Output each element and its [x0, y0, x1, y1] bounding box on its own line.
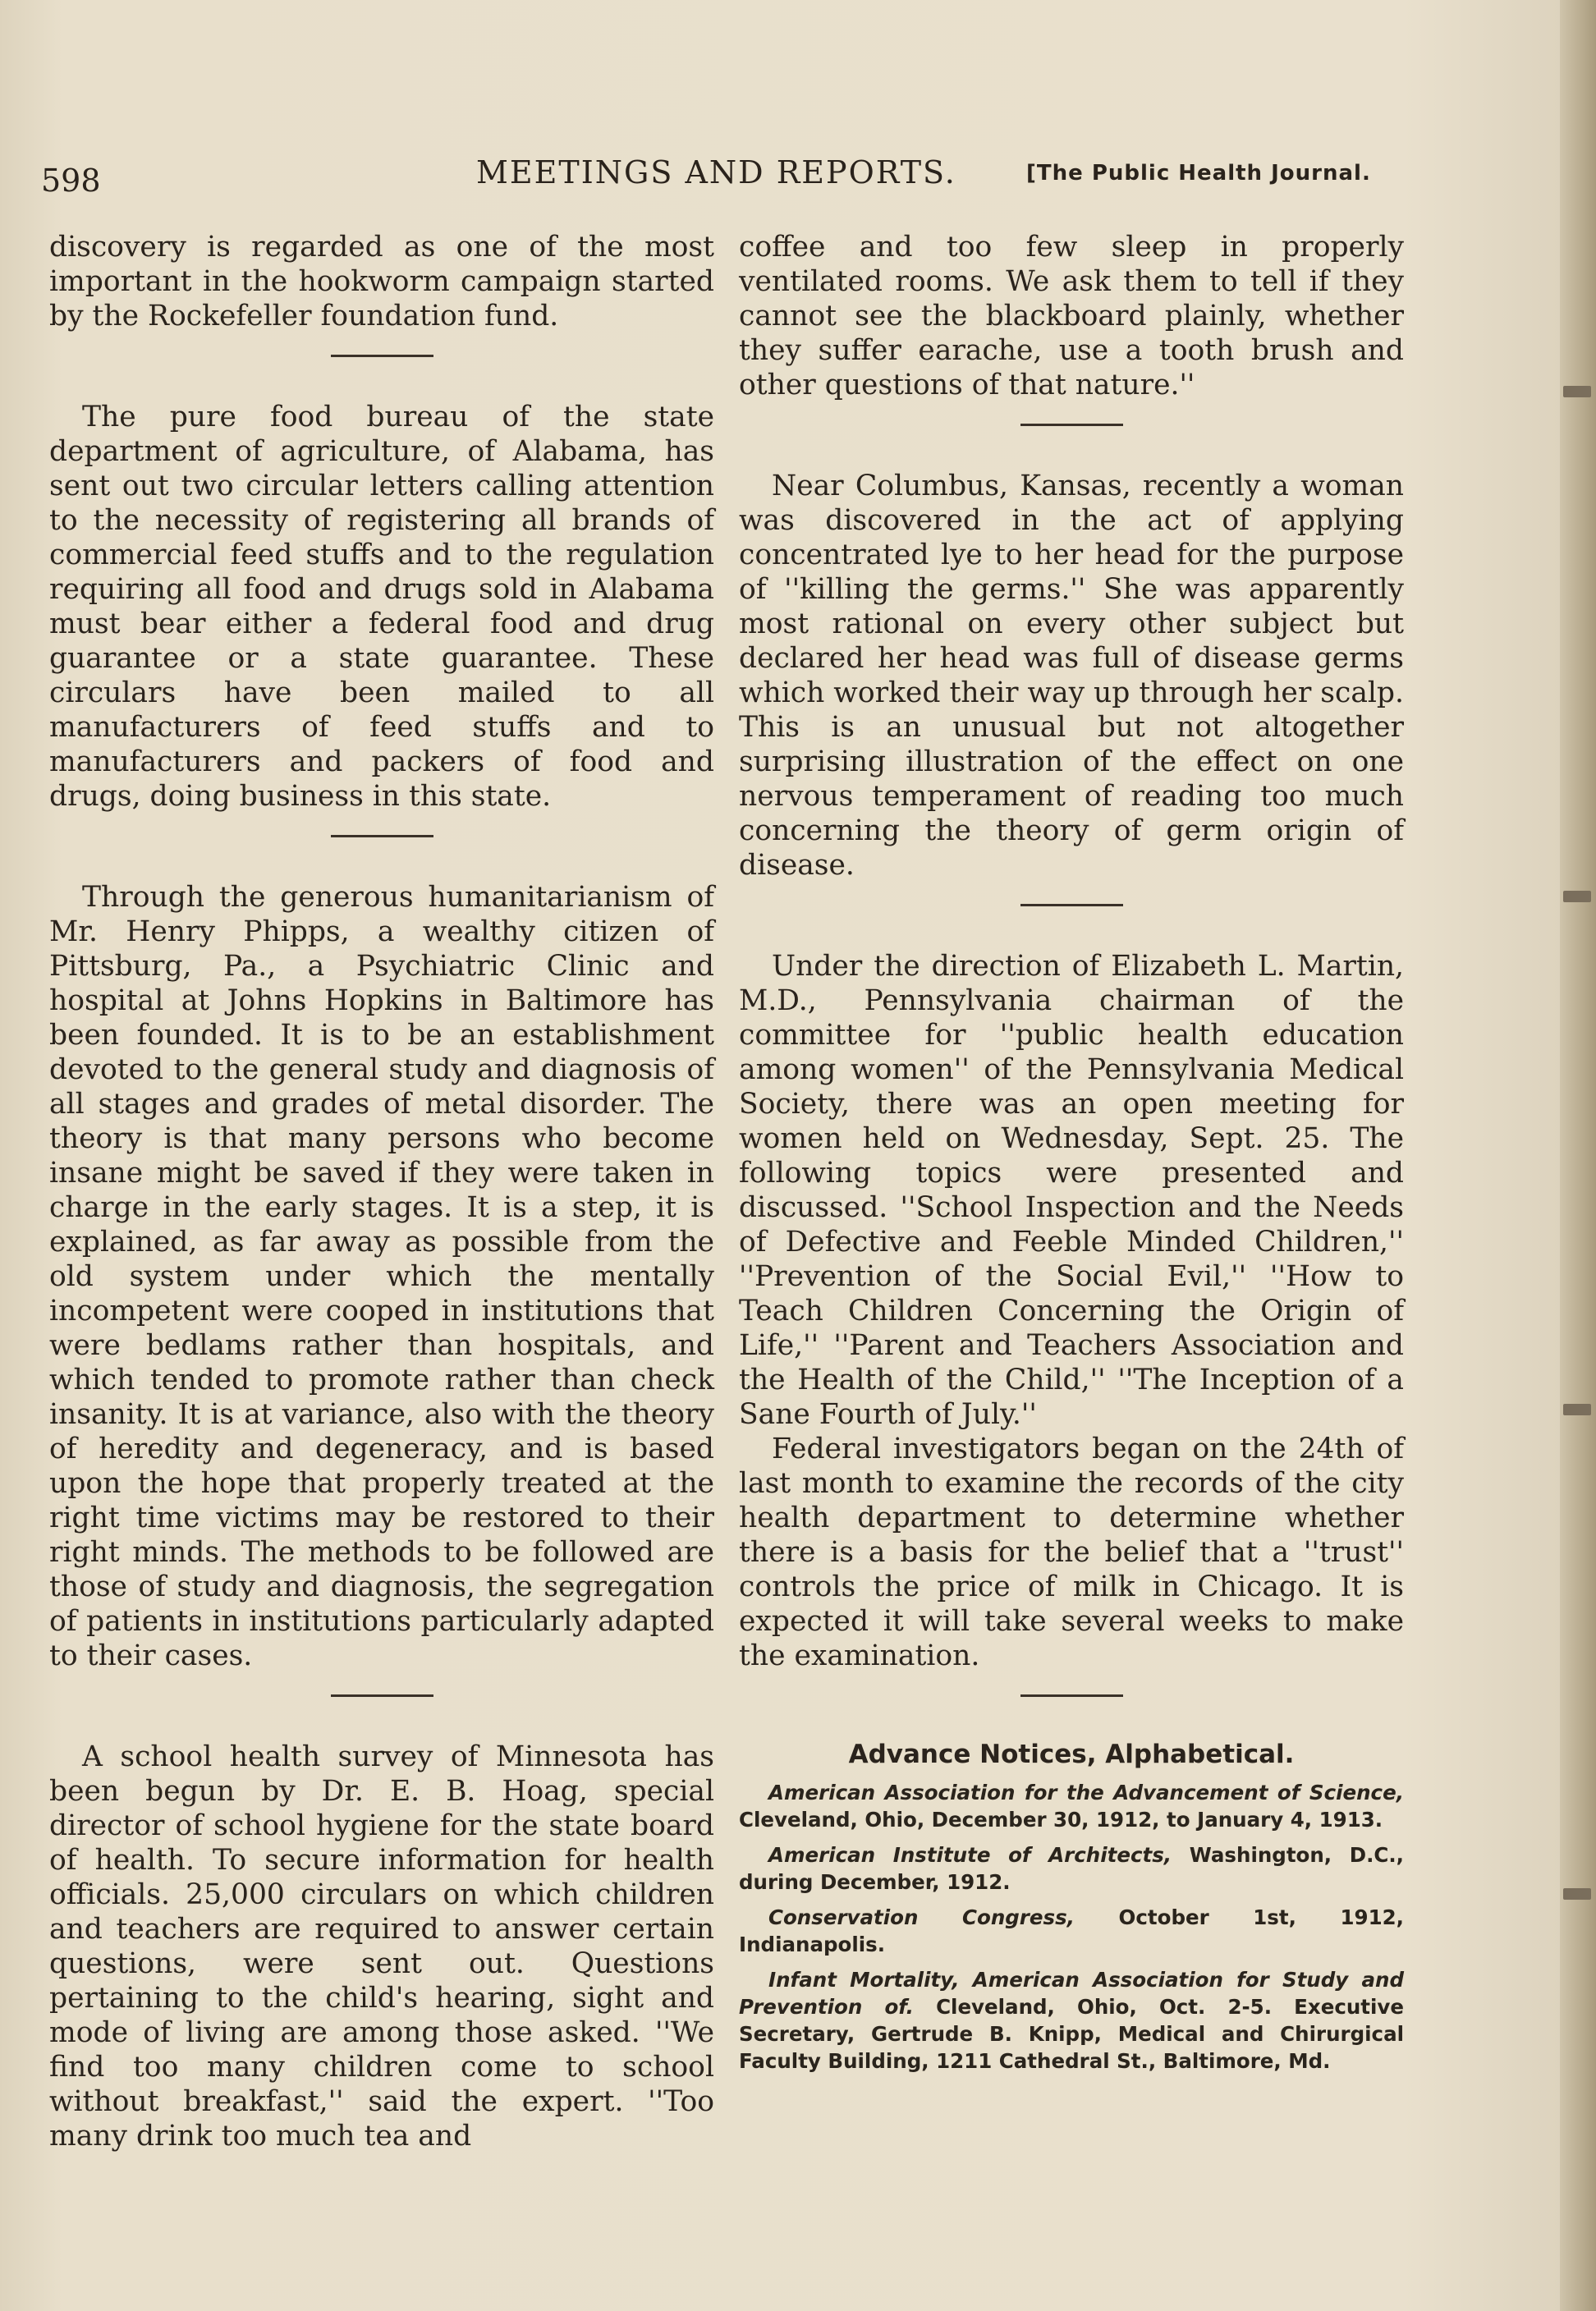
notice-item [739, 1779, 1404, 1833]
right-column [739, 230, 1404, 2083]
binding-tab [1563, 1888, 1591, 1900]
notice-details: Cleveland, Ohio, December 30, 1912, to January 4, 1913. [739, 1808, 1383, 1832]
pennsylvania-meeting-paragraph: Under the direction of Elizabeth L. Martin, M.D., Pennsylvania chairman of the committee for ''public health education among women'' of the Pennsylvania Medical Society, there was an open meeting for women held on Wednesday, Sept. 25. The following topics were presented and discussed. ''School Inspection and the Needs of Defective and Feeble Minded Children,'' ''Prevention of the Social Evil,'' ''How to Teach Children Concerning the Origin of Life,'' ''Parent and Teachers Association and the Health of the Child,'' ''The Inception of a Sane Fourth of July.'' [739, 950, 1404, 1431]
hookworm-paragraph: discovery is regarded as one of the most important in the hookworm campaign started by the Rockefeller foundation fund. [49, 231, 714, 332]
notice-details: Cleveland, Ohio, Oct. 2-5. Executive Secretary, Gertrude B. Knipp, Medical and Chirurgical Faculty Building, 1211 Cathedral St., Baltimore, Md. [739, 1995, 1404, 2073]
section-divider [331, 835, 433, 837]
notice-item [739, 1966, 1404, 2075]
notice-item [739, 1904, 1404, 1958]
notice-name: American Association for the Advancement of Science, [768, 1781, 1404, 1804]
page-header [41, 154, 1396, 204]
binding-tab [1563, 891, 1591, 902]
survey-continued-paragraph: coffee and too few sleep in properly ventilated rooms. We ask them to tell if they cannot see the blackboard plainly, whether they suffer earache, use a tooth brush and other questions of that nature.'' [739, 231, 1404, 401]
section-divider [1020, 424, 1123, 426]
notice-name: Infant Mortality, American Association for Study and Prevention of. [739, 1968, 1404, 2019]
section-divider [331, 1694, 433, 1697]
section-divider [1020, 904, 1123, 906]
left-column [49, 230, 714, 2153]
notice-name: American Institute of Architects, [768, 1843, 1172, 1867]
phipps-clinic-paragraph: Through the generous humanitarianism of Mr. Henry Phipps, a wealthy citizen of Pittsburg, Pa., a Psychiatric Clinic and hospital at Johns Hopkins in Baltimore has been founded. It is to be an establishment devoted to the general study and diagnosis of all stages and grades of metal disorder. The theory is that many persons who become insane might be saved if they were taken in charge in the early stages. It is a step, it is explained, as far away as possible from the old system under which the mentally incompetent were cooped in institutions that were bedlams rather than hospitals, and which tended to promote rather than check insanity. It is at variance, also with the theory of heredity and degeneracy, and is based upon the hope that properly treated at the right time victims may be restored to their right minds. The methods to be followed are those of study and diagnosis, the segregation of patients in institutions particularly adapted to their cases. [49, 881, 714, 1672]
notice-item [739, 1841, 1404, 1896]
page-number: 598 [41, 163, 101, 199]
notice-details: Washington, D.C., during December, 1912. [739, 1843, 1404, 1894]
binding-tab [1563, 1404, 1591, 1415]
advance-notices-heading: Advance Notices, Alphabetical. [848, 1740, 1295, 1769]
minnesota-survey-paragraph: A school health survey of Minnesota has been begun by Dr. E. B. Hoag, special director of school hygiene for the state board of health. To secure information for health officials. 25,000 circulars on which children and teachers are required to answer certain questions, were sent out. Questions pertaining to the child's hearing, sight and mode of living are among those asked. ''We find too many children come to school without breakfast,'' said the expert. ''Too many drink too much tea and [49, 1740, 714, 2153]
journal-name: [The Public Health Journal. [1026, 161, 1371, 186]
section-divider [1020, 1694, 1123, 1697]
running-title: MEETINGS AND REPORTS. [476, 154, 956, 190]
section-divider [331, 355, 433, 357]
notice-details: October 1st, 1912, Indianapolis. [739, 1905, 1404, 1956]
pure-food-paragraph: The pure food bureau of the state department of agriculture, of Alabama, has sent out two circular letters calling attention to the necessity of registering all brands of commercial feed stuffs and to the regulation requiring all food and drugs sold in Alabama must bear either a federal food and drug guarantee or a state guarantee. These circulars have been mailed to all manufacturers of feed stuffs and to manufacturers and packers of food and drugs, doing business in this state. [49, 401, 714, 813]
binding-edge [1560, 0, 1596, 2311]
binding-tab [1563, 386, 1591, 397]
milk-trust-paragraph: Federal investigators began on the 24th of last month to examine the records of the city health department to determine whether there is a basis for the belief that a ''trust'' controls the price of milk in Chicago. It is expected it will take several weeks to make the examination. [739, 1433, 1404, 1672]
columbus-kansas-paragraph: Near Columbus, Kansas, recently a woman was discovered in the act of applying concentrated lye to her head for the purpose of ''killing the germs.'' She was apparently most rational on every other subject but declared her head was full of disease germs which worked their way up through her scalp. This is an unusual but not altogether surprising illustration of the effect on one nervous temperament of reading too much concerning the theory of germ origin of disease. [739, 470, 1404, 882]
notice-name: Conservation Congress, [768, 1905, 1075, 1929]
